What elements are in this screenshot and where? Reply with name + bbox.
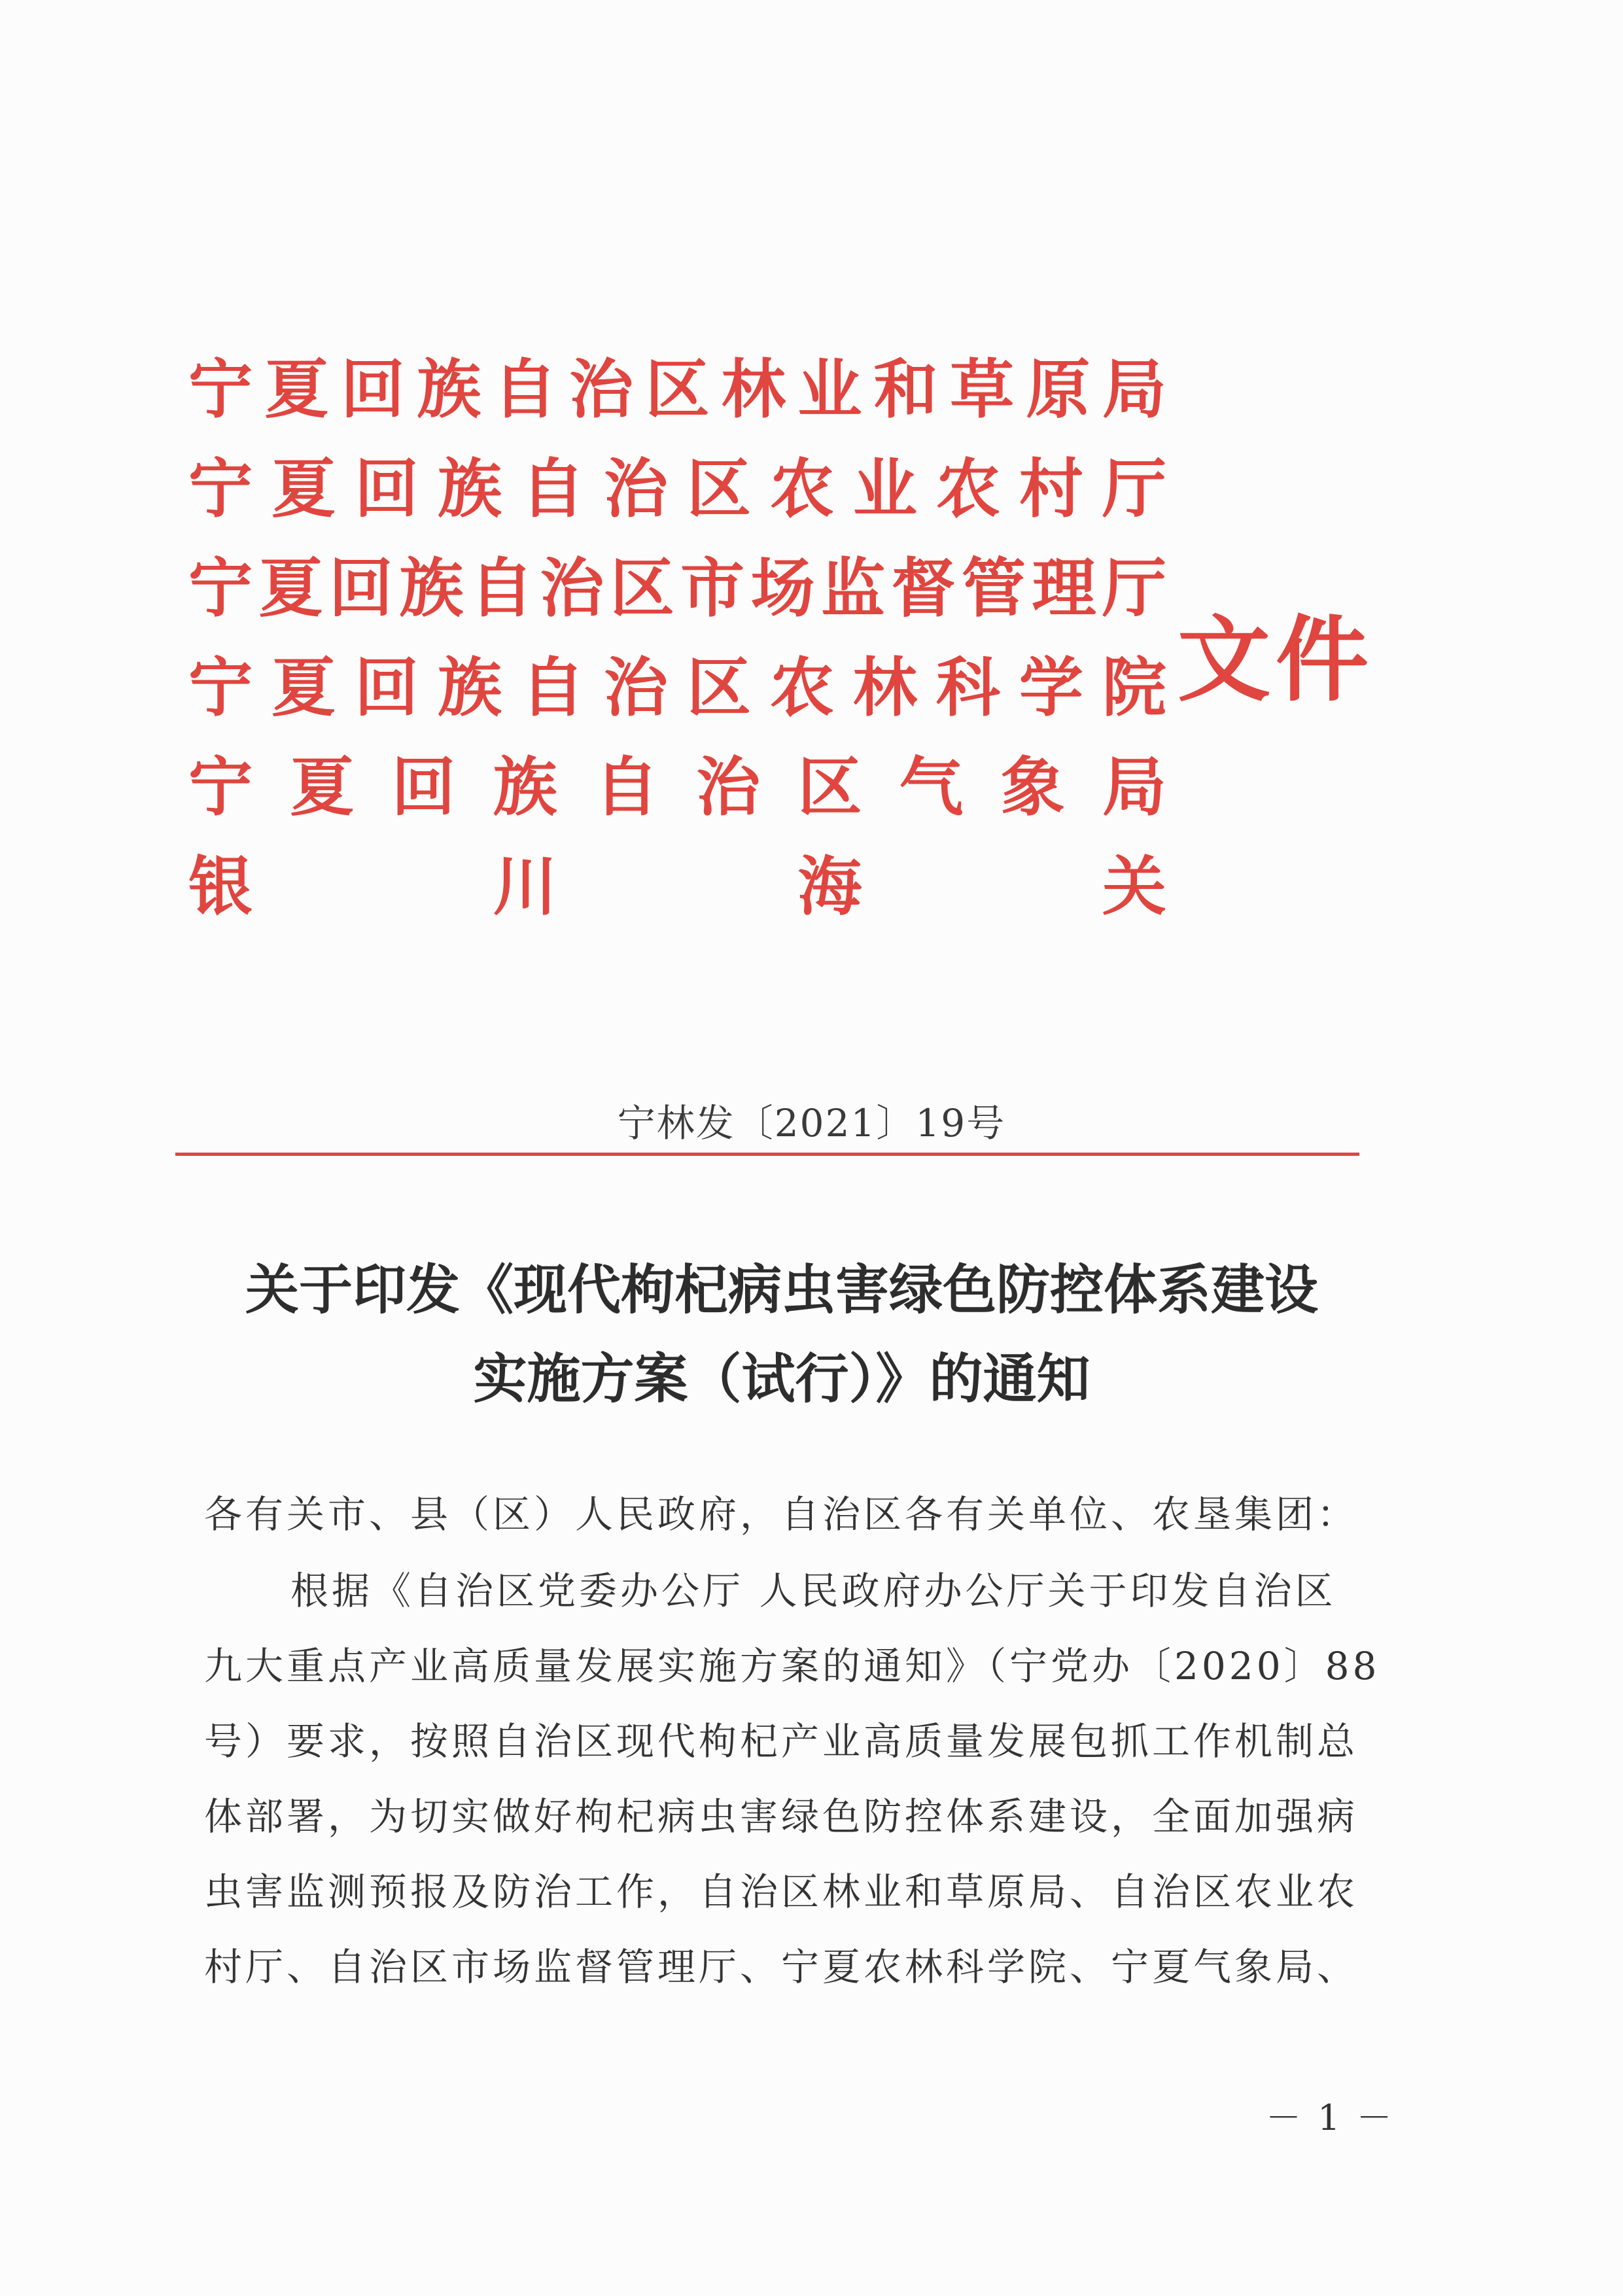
issuer-list [188,340,1166,937]
issuer-char: 自 [469,551,534,626]
issuer-char: 业 [852,451,917,527]
issuer-char: 族 [417,352,481,427]
issuer-char: 市 [680,551,745,626]
issuer-char: 银 [188,849,253,924]
issuer-char: 族 [493,750,557,825]
issuer-char: 督 [891,551,956,626]
issuer-char: 夏 [264,352,329,427]
issuer-char: 农 [935,451,1000,527]
issuer-line [188,539,1166,638]
issuer-char: 治 [569,352,634,427]
issuer-char: 夏 [271,451,336,527]
issuer-char: 宁 [188,352,253,427]
issuer-char: 农 [769,650,834,725]
issuer-char: 气 [899,750,964,825]
body-line: 体部署，为切实做好枸杞病虫害绿色防控体系建设，全面加强病 [204,1794,1359,1839]
document-number: 宁林发〔2021〕19号 [617,1101,1006,1145]
issuer-char: 学 [1019,650,1083,725]
issuer-char: 夏 [290,750,355,825]
issuer-line [188,340,1166,440]
issuer-char: 局 [1102,352,1166,427]
issuer-char: 区 [686,451,751,527]
issuer-char: 局 [1102,750,1166,825]
red-divider [175,1153,1359,1156]
issuer-char: 宁 [188,451,253,527]
issuer-char: 宁 [188,551,253,626]
issuer-char: 区 [610,551,674,626]
issuer-char: 治 [696,750,761,825]
issuer-char: 象 [1000,750,1065,825]
body-line: 九大重点产业高质量发展实施方案的通知》（宁党办〔2020〕88 [204,1644,1380,1688]
issuer-char: 夏 [271,650,336,725]
issuer-char: 海 [797,849,862,924]
issuer-char: 林 [852,650,917,725]
issuer-char: 业 [797,352,862,427]
issuer-char: 关 [1102,849,1166,924]
body-line: 村厅、自治区市场监督管理厅、宁夏农林科学院、宁夏气象局、 [204,1945,1359,1989]
body-line: 根据《自治区党委办公厅 人民政府办公厅关于印发自治区 [290,1569,1336,1613]
issuer-char: 厅 [1102,451,1166,527]
issuer-line [188,638,1166,738]
issuer-char: 族 [437,650,502,725]
body-line: 号）要求，按照自治区现代枸杞产业高质量发展包抓工作机制总 [204,1719,1359,1764]
issuer-char: 族 [437,451,502,527]
issuer-char: 科 [935,650,1000,725]
issuer-char: 监 [821,551,886,626]
issuer-char: 和 [873,352,938,427]
issuer-char: 管 [961,551,1026,626]
issuer-char: 院 [1102,650,1166,725]
issuer-char: 自 [493,352,557,427]
issuer-char: 区 [797,750,862,825]
issuer-char: 族 [399,551,464,626]
issuer-char: 回 [391,750,456,825]
issuer-char: 川 [493,849,557,924]
issuer-char: 自 [520,650,585,725]
issuer-char: 厅 [1102,551,1166,626]
page-number: － 1 － [1266,2097,1395,2138]
issuer-char: 治 [540,551,604,626]
issuer-char: 宁 [188,750,253,825]
issuer-char: 回 [340,352,405,427]
issuer-char: 农 [769,451,834,527]
issuer-char: 区 [686,650,751,725]
title-line-2: 实施方案（试行）》的通知 [473,1348,1091,1410]
issuer-char: 治 [603,451,668,527]
issuer-char: 治 [603,650,668,725]
issuer-char: 夏 [258,551,323,626]
issuer-line [188,837,1166,937]
issuer-char: 原 [1026,352,1091,427]
document-title [164,1246,1400,1424]
salutation: 各有关市、县（区）人民政府，自治区各有关单位、农垦集团： [204,1492,1359,1537]
issuer-line [188,440,1166,539]
issuer-char: 理 [1032,551,1096,626]
issuer-char: 自 [594,750,659,825]
title-line-1: 关于印发《现代枸杞病虫害绿色防控体系建设 [245,1259,1318,1321]
issuer-char: 回 [328,551,393,626]
issuer-char: 村 [1019,451,1083,527]
issuer-char: 宁 [188,650,253,725]
issuer-line [188,738,1166,837]
document-type-label: 文件 [1178,606,1374,714]
issuer-char: 自 [520,451,585,527]
issuer-char: 回 [354,451,419,527]
body-line: 虫害监测预报及防治工作，自治区林业和草原局、自治区农业农 [204,1870,1359,1914]
issuer-char: 林 [721,352,786,427]
issuer-char: 区 [645,352,710,427]
issuer-char: 场 [750,551,815,626]
issuer-char: 回 [354,650,419,725]
body-text [204,1554,1380,2005]
issuer-char: 草 [950,352,1015,427]
